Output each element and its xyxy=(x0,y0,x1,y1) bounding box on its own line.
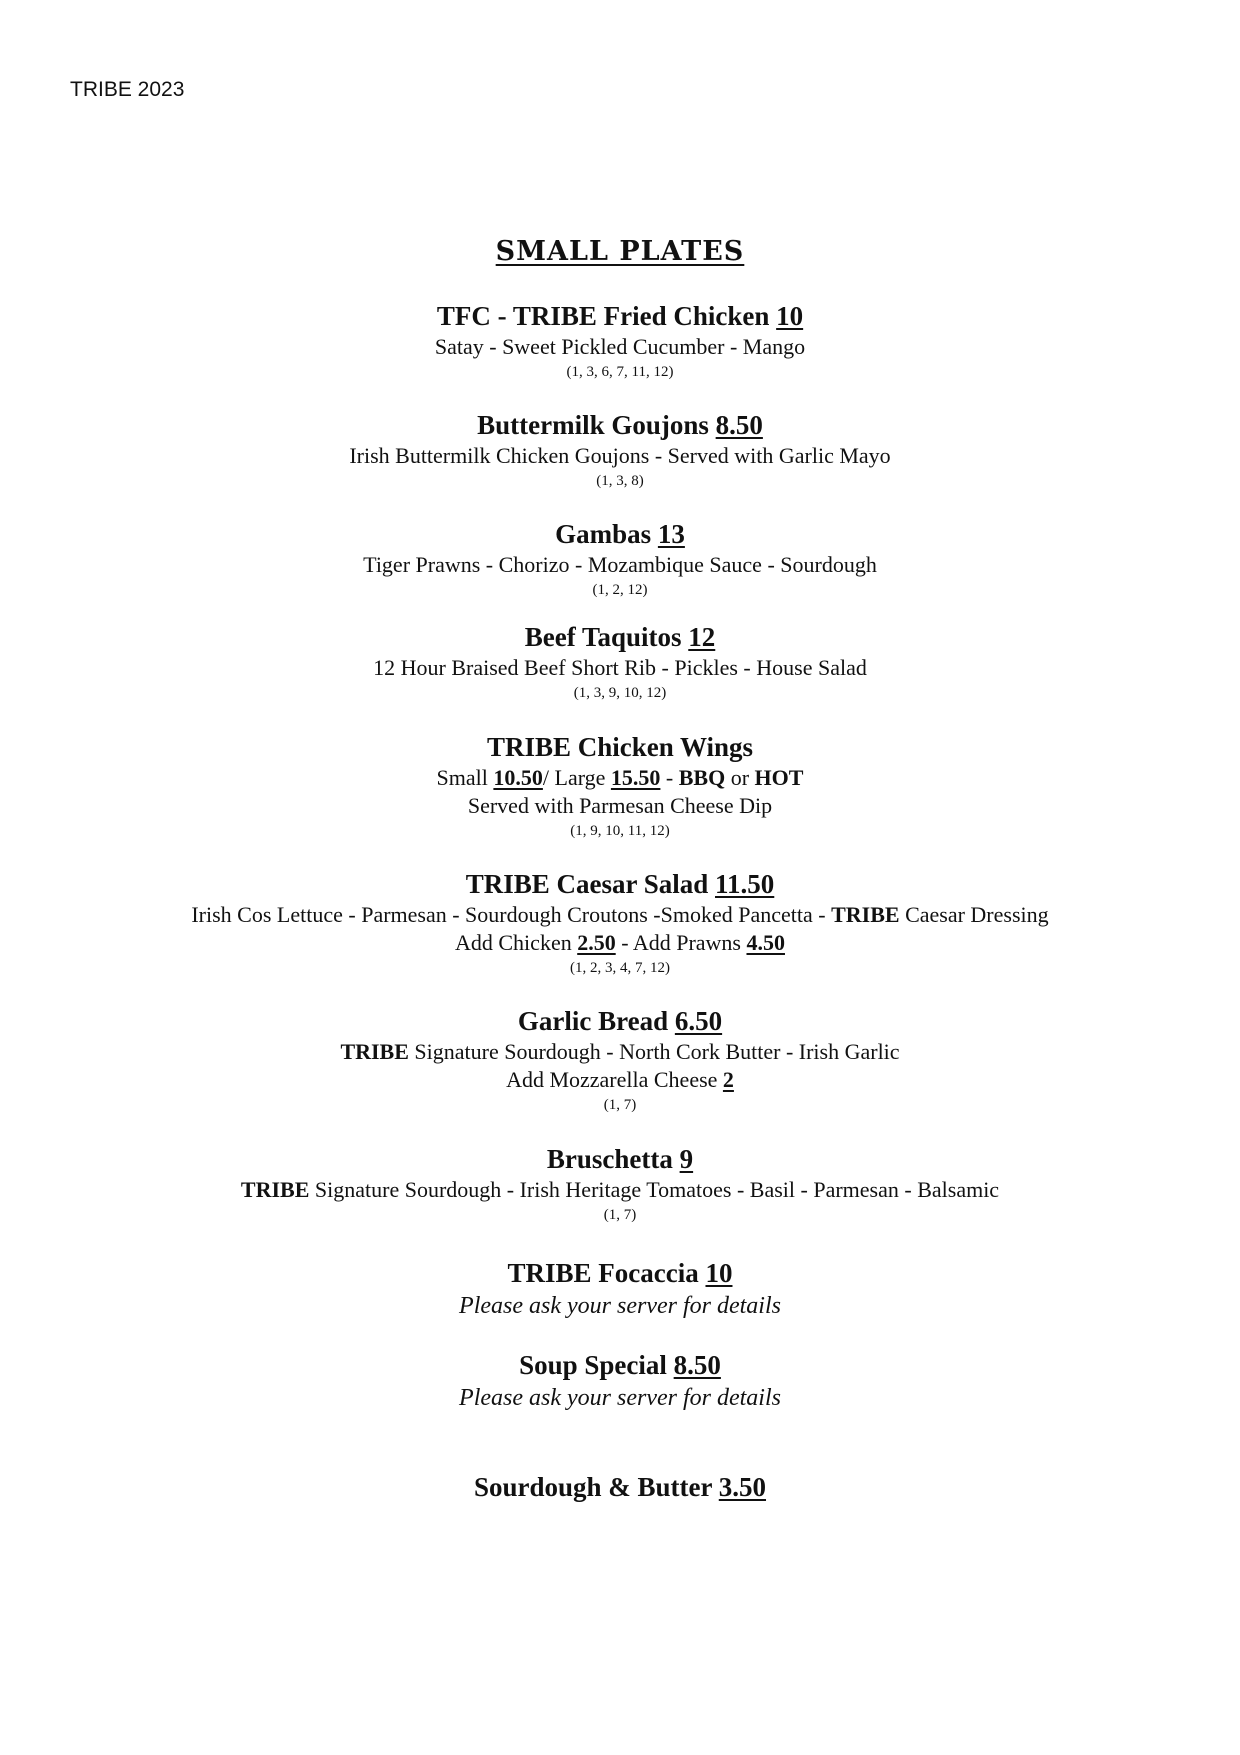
item-name-line xyxy=(0,1471,1240,1504)
menu-item-caesar-salad xyxy=(0,868,1240,979)
item-addon xyxy=(0,1066,1240,1094)
item-allergens: (1, 2, 12) xyxy=(592,582,648,598)
brand-text: TRIBE xyxy=(340,1039,409,1064)
menu-item-buttermilk-goujons xyxy=(0,409,1240,492)
item-name-line xyxy=(0,300,1240,333)
description-text: Irish Cos Lettuce - Parmesan - Sourdough Croutons -Smoked Pancetta - xyxy=(191,902,826,927)
addon-chicken-price: 2.50 xyxy=(577,930,616,955)
item-allergens: (1, 3, 6, 7, 11, 12) xyxy=(566,364,674,380)
item-description: 12 Hour Braised Beef Short Rib - Pickles - House Salad xyxy=(373,655,867,680)
item-name-line xyxy=(0,1349,1240,1382)
item-price: 10 xyxy=(776,301,804,331)
item-name: Beef Taquitos xyxy=(524,622,682,652)
item-name: Sourdough & Butter xyxy=(473,1472,713,1502)
menu-item-bruschetta xyxy=(0,1143,1240,1226)
item-price: 12 xyxy=(688,622,716,652)
item-price: 13 xyxy=(657,519,685,549)
item-name-line xyxy=(0,1257,1240,1290)
item-name-line xyxy=(0,621,1240,654)
addon-price: 2 xyxy=(722,1067,734,1092)
item-name: TFC - TRIBE Fried Chicken xyxy=(436,301,770,331)
item-size-options xyxy=(0,764,1240,792)
size-small-price: 10.50 xyxy=(493,765,543,790)
item-allergens: (1, 7) xyxy=(603,1207,637,1223)
menu-item-garlic-bread xyxy=(0,1005,1240,1116)
item-price: 8.50 xyxy=(715,410,763,440)
menu-item-gambas xyxy=(0,518,1240,601)
sauce-option-hot: HOT xyxy=(754,765,804,790)
size-small-label: Small xyxy=(436,765,488,790)
item-description xyxy=(0,1038,1240,1066)
item-note: Please ask your server for details xyxy=(459,1293,781,1319)
menu-item-focaccia xyxy=(0,1257,1240,1322)
menu-item-chicken-wings xyxy=(0,731,1240,842)
item-name-line xyxy=(0,1143,1240,1176)
addon-label: Add Mozzarella Cheese xyxy=(506,1067,718,1092)
description-text: Signature Sourdough - North Cork Butter - Irish Garlic xyxy=(414,1039,900,1064)
item-allergens: (1, 3, 8) xyxy=(596,473,644,489)
item-name: Buttermilk Goujons xyxy=(477,410,709,440)
item-description: Tiger Prawns - Chorizo - Mozambique Sauce - Sourdough xyxy=(363,552,877,577)
item-price: 9 xyxy=(679,1144,694,1174)
item-name: Gambas xyxy=(555,519,652,549)
item-addons xyxy=(0,929,1240,957)
menu-item-soup-special xyxy=(0,1349,1240,1414)
or-text: or xyxy=(730,765,750,790)
sauce-option-bbq: BBQ xyxy=(678,765,726,790)
item-allergens: (1, 9, 10, 11, 12) xyxy=(570,823,670,839)
item-note: Please ask your server for details xyxy=(459,1385,781,1411)
size-large-label: / Large xyxy=(542,765,606,790)
description-text-end: Caesar Dressing xyxy=(905,902,1049,927)
menu-item-tfc xyxy=(0,300,1240,383)
item-name: TRIBE Focaccia xyxy=(507,1258,699,1288)
separator: - xyxy=(665,765,674,790)
addon-chicken-label: Add Chicken xyxy=(455,930,572,955)
item-name: TRIBE Chicken Wings xyxy=(486,732,754,762)
item-allergens: (1, 7) xyxy=(603,1097,637,1113)
item-description xyxy=(0,901,1240,929)
item-description: Served with Parmesan Cheese Dip xyxy=(467,793,773,818)
item-name: TRIBE Caesar Salad xyxy=(465,869,709,899)
menu-item-beef-taquitos xyxy=(0,621,1240,704)
brand-text: TRIBE xyxy=(240,1177,310,1202)
item-description: Satay - Sweet Pickled Cucumber - Mango xyxy=(434,334,806,359)
description-text: Signature Sourdough - Irish Heritage Tomatoes - Basil - Parmesan - Balsamic xyxy=(314,1177,1000,1202)
item-price: 11.50 xyxy=(715,869,775,899)
item-name-line xyxy=(0,409,1240,442)
item-description xyxy=(0,1176,1240,1204)
item-price: 6.50 xyxy=(674,1006,723,1036)
item-description: Irish Buttermilk Chicken Goujons - Served with Garlic Mayo xyxy=(349,443,891,468)
item-price: 3.50 xyxy=(718,1472,767,1502)
page-title: SMALL PLATES xyxy=(495,236,745,267)
item-name-line xyxy=(0,868,1240,901)
item-price: 10 xyxy=(705,1258,733,1288)
header-tag: TRIBE 2023 xyxy=(70,78,185,101)
item-name: Bruschetta xyxy=(546,1144,673,1174)
addon-prawns-price: 4.50 xyxy=(746,930,785,955)
addon-prawns-label: - Add Prawns xyxy=(621,930,741,955)
brand-text: TRIBE xyxy=(831,902,900,927)
size-large-price: 15.50 xyxy=(610,765,661,790)
menu-item-sourdough-butter xyxy=(0,1471,1240,1504)
item-name-line xyxy=(0,518,1240,551)
item-name-line xyxy=(0,1005,1240,1038)
item-name: Soup Special xyxy=(519,1350,667,1380)
item-allergens: (1, 3, 9, 10, 12) xyxy=(573,685,667,701)
item-name: Garlic Bread xyxy=(517,1006,669,1036)
item-allergens: (1, 2, 3, 4, 7, 12) xyxy=(570,960,670,976)
item-price: 8.50 xyxy=(673,1350,721,1380)
